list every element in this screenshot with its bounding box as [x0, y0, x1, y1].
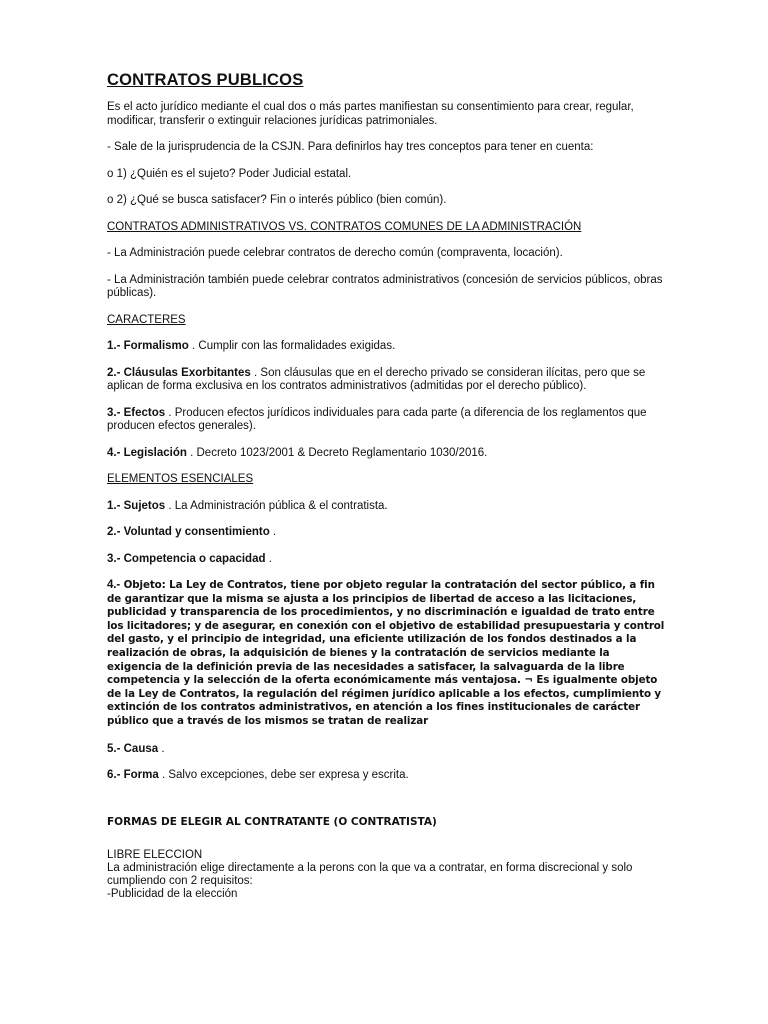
elemento-item [107, 526, 667, 540]
libre-eleccion-block [107, 849, 667, 901]
item-text: . [269, 526, 277, 538]
concept-item: o 1) ¿Quién es el sujeto? Poder Judicial estatal. [107, 167, 352, 180]
item-number: 1.- [107, 340, 121, 352]
item-term: Legislación [123, 446, 187, 459]
section-heading-formas: FORMAS DE ELEGIR AL CONTRATANTE (O CONTRATISTA) [107, 815, 437, 828]
caracter-item [107, 340, 667, 354]
objeto-paragraph [107, 579, 667, 729]
libre-text: La administración elige directamente a la perons con la que va a contratar, en forma discrecional y solo cumpliendo con 2 requisitos: [107, 862, 633, 888]
elemento-item [107, 553, 667, 567]
document-title: CONTRATOS PUBLICOS [107, 71, 304, 89]
item-number: 2.- [107, 526, 121, 538]
item-text: . Salvo excepciones, debe ser expresa y escrita. [158, 769, 409, 782]
item-term: Cláusulas Exorbitantes [123, 366, 251, 379]
item-term: Voluntad y consentimiento [123, 526, 270, 538]
libre-heading: LIBRE ELECCION [107, 849, 203, 862]
item-text: : La Ley de Contratos, tiene por objeto regular la contratación del sector público, a fin de garantizar que la misma se ajusta a los principios de libertad de acceso a las licitaciones, publicidad y transparencia de los procedimientos, y no discriminación e igualdad de trato entre los licitadores; y de asegurar, en conexión con el objetivo de estabilidad presupuestaria y control del gasto, y el principio de integridad, una eficiente utilización de los fondos destinados a la realización de obras, la adquisición de bienes y la contratación de servicios mediante la exigencia de la definición previa de las necesidades a satisfacer, la salvaguarda de la libre competencia y la selección de la oferta económicamente más ventajosa. ¬ Es igualmente objeto de la Ley de Contratos, la regulación del régimen jurídico aplicable a los efectos, cumplimiento y extinción de los contratos administrativos, en atención a los fines institucionales de carácter público que a través de los mismos se tratan de realizar [107, 579, 665, 727]
item-text: . Producen efectos jurídicos individuales para cada parte (a diferencia de los reglamentos que producen efectos generales). [107, 406, 647, 432]
item-text: . Decreto 1023/2001 & Decreto Reglamentario 1030/2016. [186, 446, 488, 459]
vs-item: - La Administración también puede celebrar contratos administrativos (concesión de servicios públicos, obras públicas). [107, 273, 663, 299]
item-term: Competencia o capacidad [123, 552, 266, 565]
item-term: Objeto [123, 579, 162, 591]
item-number: 3.- [107, 406, 121, 419]
caracter-item [107, 447, 667, 461]
caracter-item [107, 407, 667, 434]
item-number: 4.- [107, 446, 121, 459]
item-term: Efectos [123, 406, 166, 419]
csjn-paragraph: - Sale de la jurisprudencia de la CSJN. Para definirlos hay tres conceptos para tener en cuenta: [107, 141, 594, 153]
document-body [107, 70, 667, 901]
item-text: . Son cláusulas que en el derecho privado se consideran ilícitas, pero que se aplican de forma exclusiva en los contratos administrativos (admitidas por el derecho público). [107, 366, 646, 392]
caracter-item [107, 367, 667, 394]
elemento-item [107, 743, 667, 757]
item-number: 4.- [107, 579, 121, 591]
item-term: Forma [123, 769, 159, 782]
section-heading-elementos: ELEMENTOS ESENCIALES [107, 473, 254, 485]
concept-item: o 2) ¿Qué se busca satisfacer? Fin o interés público (bien común). [107, 194, 447, 206]
section-heading-caracteres: CARACTERES [107, 313, 186, 326]
section-heading-vs: CONTRATOS ADMINISTRATIVOS VS. CONTRATOS COMUNES DE LA ADMINISTRACIÓN [107, 220, 582, 233]
intro-paragraph: Es el acto jurídico mediante el cual dos o más partes manifiestan su consentimiento para crear, regular, modificar, transferir o extinguir relaciones jurídicas patrimoniales. [107, 101, 634, 127]
elemento-item [107, 500, 667, 514]
item-number: 1.- [107, 499, 121, 512]
item-number: 3.- [107, 552, 121, 565]
item-text: . [265, 552, 272, 565]
item-term: Formalismo [123, 340, 189, 352]
item-term: Causa [123, 742, 159, 755]
item-text: . La Administración pública & el contratista. [165, 499, 388, 512]
vs-item: - La Administración puede celebrar contratos de derecho común (compraventa, locación). [107, 247, 563, 259]
item-number: 5.- [107, 742, 121, 755]
libre-item: -Publicidad de la elección [107, 888, 238, 901]
item-term: Sujetos [123, 499, 166, 512]
elemento-item [107, 769, 667, 783]
item-number: 6.- [107, 769, 121, 782]
item-text: . Cumplir con las formalidades exigidas. [188, 340, 396, 352]
item-number: 2.- [107, 366, 121, 379]
item-text: . [158, 742, 165, 755]
